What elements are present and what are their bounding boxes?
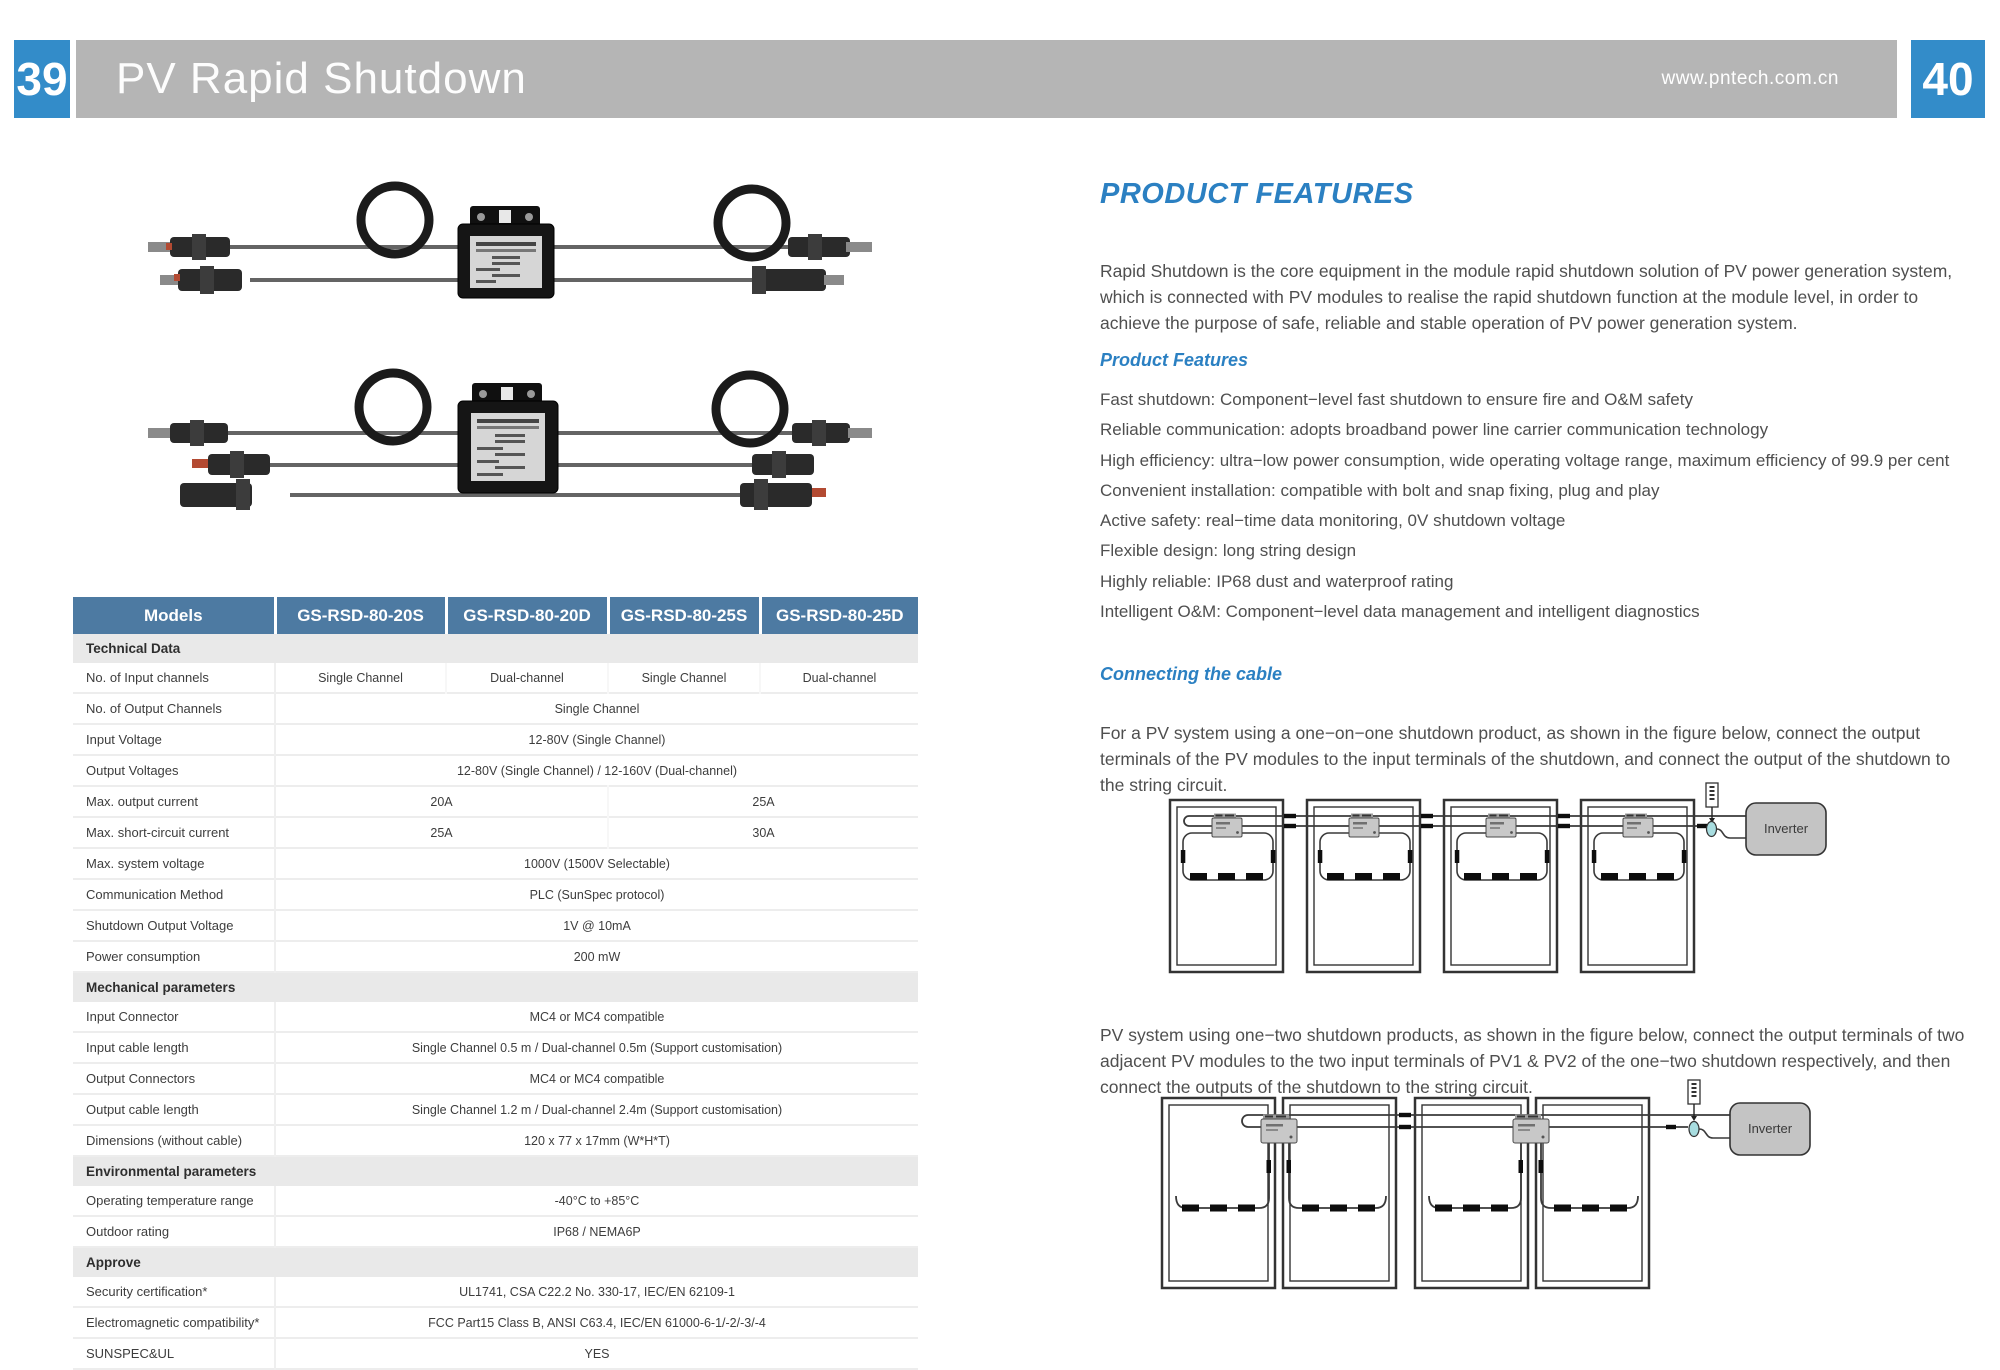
cable-loop-left [359, 373, 427, 441]
product-photo-dual-channel [140, 345, 880, 560]
table-row [73, 879, 918, 910]
column-header-model: GS-RSD-80-25D [760, 597, 918, 634]
table-row [73, 910, 918, 941]
feature-item: Convenient installation: compatible with bolt and snap fixing, plug and play [1100, 480, 1660, 500]
row-value: 30A [608, 817, 918, 848]
row-label: Max. output current [73, 786, 275, 817]
spec-table-header-row [73, 597, 918, 634]
string-connector-node [1707, 822, 1717, 837]
row-value: Dual-channel [446, 663, 608, 693]
row-value: 1V @ 10mA [275, 910, 918, 941]
row-value: YES [275, 1338, 918, 1369]
feature-item: Active safety: real−time data monitoring, 0V shutdown voltage [1100, 511, 1566, 531]
row-value: Dual-channel [760, 663, 918, 693]
page-number-right: 40 [1911, 40, 1985, 118]
section-row [73, 1247, 918, 1277]
table-row [73, 663, 918, 693]
website-text: www.pntech.com.cn [1661, 68, 1839, 89]
row-value: Single Channel [275, 693, 918, 724]
row-value: 12-80V (Single Channel) [275, 724, 918, 755]
row-label: Input Connector [73, 1002, 275, 1032]
section-label: Approve [73, 1247, 918, 1277]
row-label: Input cable length [73, 1032, 275, 1063]
row-label: Dimensions (without cable) [73, 1125, 275, 1156]
table-row [73, 1032, 918, 1063]
section-label: Mechanical parameters [73, 972, 918, 1002]
feature-item: Intelligent O&M: Component−level data management and intelligent diagnostics [1100, 602, 1700, 622]
table-row [73, 1307, 918, 1338]
section-row [73, 972, 918, 1002]
product-features-intro: Rapid Shutdown is the core equipment in the module rapid shutdown solution of PV power generation system, which is connected with PV modules to realise the rapid shutdown function at the module level, in order to achieve the purpose of safe, reliable and stable operation of PV power generation system. [1100, 260, 1953, 333]
table-row [73, 693, 918, 724]
table-row [73, 941, 918, 972]
table-row [73, 1125, 918, 1156]
feature-item: Flexible design: long string design [1100, 541, 1357, 561]
row-label: Shutdown Output Voltage [73, 910, 275, 941]
spec-table-body [73, 634, 918, 1369]
row-label: Security certification* [73, 1277, 275, 1307]
table-row [73, 1277, 918, 1307]
row-value: Single Channel [608, 663, 760, 693]
header-banner [76, 40, 1897, 118]
connecting-cable-subheading: Connecting the cable [1100, 664, 1283, 684]
feature-list [1100, 390, 2000, 632]
feature-item: Highly reliable: IP68 dust and waterproof rating [1100, 571, 1454, 591]
row-value: 25A [608, 786, 918, 817]
diagram-one-on-one [1160, 775, 1870, 985]
table-row [73, 724, 918, 755]
table-row [73, 848, 918, 879]
table-row [73, 755, 918, 786]
section-row [73, 1156, 918, 1186]
feature-item: Reliable communication: adopts broadband power line carrier communication technology [1100, 420, 1769, 440]
section-label: Environmental parameters [73, 1156, 918, 1186]
row-label: Outdoor rating [73, 1216, 275, 1247]
connecting-cable-para1: For a PV system using a one−on−one shutdown product, as shown in the figure below, connect the output terminals of the PV modules to the input terminals of the shutdown, and connect the output of the shutdown to the string circuit. [1100, 722, 1951, 795]
row-value: UL1741, CSA C22.2 No. 330-17, IEC/EN 62109-1 [275, 1277, 918, 1307]
row-label: Operating temperature range [73, 1186, 275, 1216]
rsd-box [1261, 1115, 1297, 1144]
row-label: Output Voltages [73, 755, 275, 786]
connecting-cable-para2: PV system using one−two shutdown products, as shown in the figure below, connect the output terminals of two adjacent PV modules to the two input terminals of PV1 & PV2 of the one−two shutdown respectively, and then connect the outputs of the shutdown to the string circuit. [1100, 1024, 1965, 1097]
wire-to-inverter [1699, 1129, 1730, 1138]
row-value: 120 x 77 x 17mm (W*H*T) [275, 1125, 918, 1156]
feature-item: High efficiency: ultra−low power consumption, wide operating voltage range, maximum efficiency of 99.9 per cent [1100, 450, 1950, 470]
wire-to-inverter [1717, 829, 1747, 838]
row-value: FCC Part15 Class B, ANSI C63.4, IEC/EN 61000-6-1/-2/-3/-4 [275, 1307, 918, 1338]
spec-table [73, 597, 918, 1370]
row-value: Single Channel 0.5 m / Dual-channel 0.5m (Support customisation) [275, 1032, 918, 1063]
table-row [73, 1186, 918, 1216]
row-value: Single Channel 1.2 m / Dual-channel 2.4m (Support customisation) [275, 1094, 918, 1125]
row-label: Power consumption [73, 941, 275, 972]
row-label: Communication Method [73, 879, 275, 910]
string-connector-node [1689, 1122, 1699, 1137]
row-label: Input Voltage [73, 724, 275, 755]
initiator-arrowhead [1691, 1116, 1697, 1121]
diagram-one-two [1152, 1078, 1867, 1293]
table-row [73, 786, 918, 817]
row-value: PLC (SunSpec protocol) [275, 879, 918, 910]
table-row [73, 1063, 918, 1094]
page-number-left: 39 [14, 40, 70, 118]
section-label: Technical Data [73, 634, 918, 663]
shutdown-device-body [458, 383, 558, 493]
column-header-model: GS-RSD-80-20S [275, 597, 446, 634]
section-row [73, 634, 918, 663]
row-label: Max. short-circuit current [73, 817, 275, 848]
initiator-box [1706, 783, 1718, 807]
row-label: SUNSPEC&UL [73, 1338, 275, 1369]
table-row [73, 1094, 918, 1125]
product-features-subheading: Product Features [1100, 350, 1249, 370]
row-value: 25A [275, 817, 608, 848]
cable-loop-left [361, 186, 429, 254]
column-header-models: Models [73, 597, 275, 634]
row-value: 12-80V (Single Channel) / 12-160V (Dual-channel) [275, 755, 918, 786]
rsd-box [1513, 1115, 1549, 1144]
table-row [73, 1002, 918, 1032]
column-header-model: GS-RSD-80-25S [608, 597, 760, 634]
row-value: Single Channel [275, 663, 446, 693]
table-row [73, 817, 918, 848]
table-row [73, 1338, 918, 1369]
row-label: No. of Input channels [73, 663, 275, 693]
initiator-box [1688, 1080, 1700, 1104]
product-features-heading: PRODUCT FEATURES [1100, 178, 1414, 210]
column-header-model: GS-RSD-80-20D [446, 597, 608, 634]
inverter-label: Inverter [1763, 821, 1809, 836]
feature-item: Fast shutdown: Component−level fast shutdown to ensure fire and O&M safety [1100, 390, 1693, 409]
row-value: IP68 / NEMA6P [275, 1216, 918, 1247]
page-title: PV Rapid Shutdown [116, 54, 527, 103]
row-label: No. of Output Channels [73, 693, 275, 724]
shutdown-device-body [458, 206, 554, 298]
row-label: Max. system voltage [73, 848, 275, 879]
row-value: 1000V (1500V Selectable) [275, 848, 918, 879]
inverter-label: Inverter [1747, 1121, 1793, 1136]
table-row [73, 1216, 918, 1247]
row-value: 20A [275, 786, 608, 817]
row-value: MC4 or MC4 compatible [275, 1063, 918, 1094]
row-value: 200 mW [275, 941, 918, 972]
row-value: MC4 or MC4 compatible [275, 1002, 918, 1032]
row-label: Output Connectors [73, 1063, 275, 1094]
row-label: Electromagnetic compatibility* [73, 1307, 275, 1338]
row-label: Output cable length [73, 1094, 275, 1125]
product-photo-single-channel [140, 150, 880, 335]
row-value: -40°C to +85°C [275, 1186, 918, 1216]
